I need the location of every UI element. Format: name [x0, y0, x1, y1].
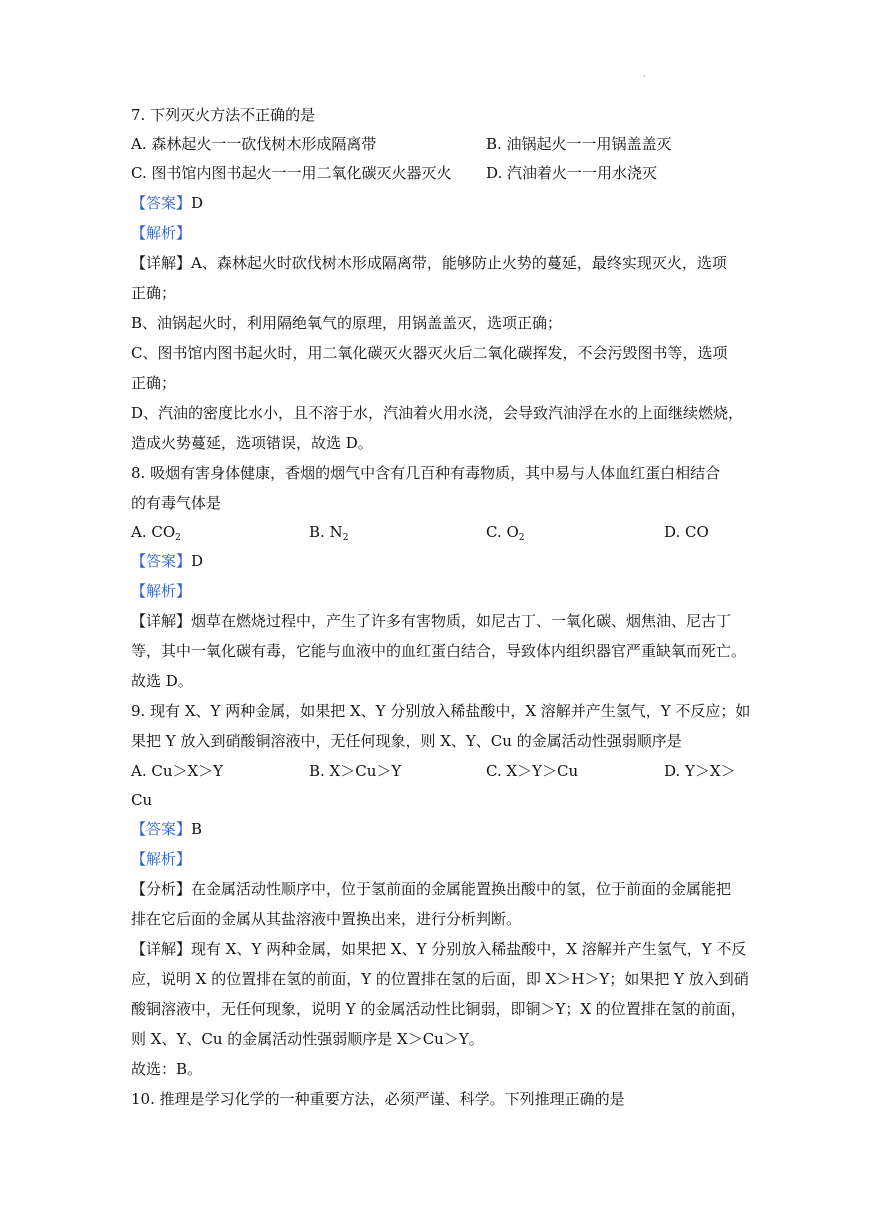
- analyze-tag: 【分析】: [131, 880, 192, 898]
- analysis-tag: 【解析】: [131, 850, 192, 868]
- answer-tag: 【答案】: [131, 820, 192, 838]
- detail-text: 烟草在燃烧过程中，产生了许多有害物质，如尼古丁、一氧化碳、烟焦油、尼古丁: [191, 612, 732, 630]
- q8-detail-1: [131, 610, 731, 632]
- q7-detail-3a: C、图书馆内图书起火时，用二氧化碳灭火器灭火后二氧化碳挥发，不会污毁图书等，选项: [131, 344, 728, 362]
- q8-detail-2: 等，其中一氧化碳有毒，它能与血液中的血红蛋白结合，导致体内组织器官严重缺氧而死亡。: [131, 642, 747, 660]
- q9-option-d-cont: Cu: [131, 791, 153, 809]
- q9-detail-4: 则 X、Y、Cu 的金属活动性强弱顺序是 X＞Cu＞Y。: [131, 1030, 484, 1048]
- q9-analyze-2: 排在它后面的金属从其盐溶液中置换出来，进行分析判断。: [131, 910, 522, 928]
- q9-detail-5: 故选：B。: [131, 1060, 203, 1078]
- q7-detail-4a: D、汽油的密度比水小，且不溶于水，汽油着火用水浇，会导致汽油浮在水的上面继续燃烧，: [131, 404, 744, 422]
- detail-text: A、森林起火时砍伐树木形成隔离带，能够防止火势的蔓延，最终实现灭火，选项: [191, 254, 727, 272]
- q8-option-b: [309, 521, 348, 543]
- analyze-text: 在金属活动性顺序中，位于氢前面的金属能置换出酸中的氢，位于前面的金属能把: [191, 880, 732, 898]
- q9-detail-1: [131, 938, 746, 960]
- q9-stem-1: 9. 现有 X、Y 两种金属，如果把 X、Y 分别放入稀盐酸中，X 溶解并产生氢气，Y 不反应；如: [131, 702, 751, 720]
- q7-detail-2: B、油锅起火时，利用隔绝氧气的原理，用锅盖盖灭，选项正确；: [131, 314, 563, 332]
- detail-tag: 【详解】: [131, 254, 192, 272]
- subscript: 2: [342, 533, 349, 543]
- q7-option-a: A. 森林起火一一砍伐树木形成隔离带: [131, 135, 377, 153]
- q9-stem-2: 果把 Y 放入到硝酸铜溶液中，无任何现象，则 X、Y、Cu 的金属活动性强弱顺序是: [131, 732, 682, 750]
- q9-analysis-tag: [131, 848, 191, 870]
- q9-detail-3: 酸铜溶液中，无任何现象，说明 Y 的金属活动性比铜弱，即铜＞Y；X 的位置排在氢的前面，: [131, 1000, 746, 1018]
- detail-tag: 【详解】: [131, 940, 192, 958]
- detail-text: 现有 X、Y 两种金属，如果把 X、Y 分别放入稀盐酸中，X 溶解并产生氢气，Y 不反: [191, 940, 747, 958]
- answer-value: D: [191, 552, 204, 570]
- option-text: A. CO: [131, 523, 176, 541]
- q8-answer: [131, 550, 203, 572]
- q8-stem-1: 8. 吸烟有害身体健康，香烟的烟气中含有几百种有毒物质，其中易与人体血红蛋白相结合: [131, 464, 721, 482]
- subscript: 2: [518, 533, 525, 543]
- header-mark: ·: [643, 72, 646, 81]
- option-text: B. N: [309, 523, 343, 541]
- q9-option-c: C. X＞Y＞Cu: [486, 762, 579, 780]
- q9-answer: [131, 818, 202, 840]
- q9-option-a: A. Cu＞X＞Y: [131, 762, 224, 780]
- q7-option-c: C. 图书馆内图书起火一一用二氧化碳灭火器灭火: [131, 164, 452, 182]
- detail-tag: 【详解】: [131, 612, 192, 630]
- q9-option-b: B. X＞Cu＞Y: [309, 762, 402, 780]
- q7-detail-1b: 正确；: [131, 284, 177, 302]
- q8-stem-2: 的有毒气体是: [131, 494, 222, 512]
- q9-option-d: D. Y＞X＞: [664, 762, 736, 780]
- q7-option-b: B. 油锅起火一一用锅盖盖灭: [486, 135, 672, 153]
- q7-analysis-tag: [131, 222, 191, 244]
- analysis-tag: 【解析】: [131, 224, 192, 242]
- answer-tag: 【答案】: [131, 194, 192, 212]
- q7-answer: [131, 192, 203, 214]
- q7-detail-1a: [131, 252, 727, 274]
- q8-analysis-tag: [131, 580, 191, 602]
- q9-detail-2: 应，说明 X 的位置排在氢的前面，Y 的位置排在氢的后面，即 X＞H＞Y；如果把 Y 放入到硝: [131, 970, 749, 988]
- q8-detail-3: 故选 D。: [131, 672, 193, 690]
- q8-option-a: [131, 521, 181, 543]
- q9-analyze-1: [131, 878, 731, 900]
- q10-stem: 10. 推理是学习化学的一种重要方法，必须严谨、科学。下列推理正确的是: [131, 1090, 625, 1108]
- answer-value: B: [191, 820, 203, 838]
- answer-value: D: [191, 194, 204, 212]
- option-text: C. O: [486, 523, 519, 541]
- analysis-tag: 【解析】: [131, 582, 192, 600]
- q8-option-c: [486, 521, 525, 543]
- q7-detail-4b: 造成火势蔓延，选项错误，故选 D。: [131, 434, 373, 452]
- q8-option-d: D. CO: [664, 523, 709, 541]
- answer-tag: 【答案】: [131, 552, 192, 570]
- q7-detail-3b: 正确；: [131, 374, 177, 392]
- q7-option-d: D. 汽油着火一一用水浇灭: [486, 164, 658, 182]
- q7-stem: 7. 下列灭火方法不正确的是: [131, 106, 316, 124]
- subscript: 2: [175, 533, 181, 543]
